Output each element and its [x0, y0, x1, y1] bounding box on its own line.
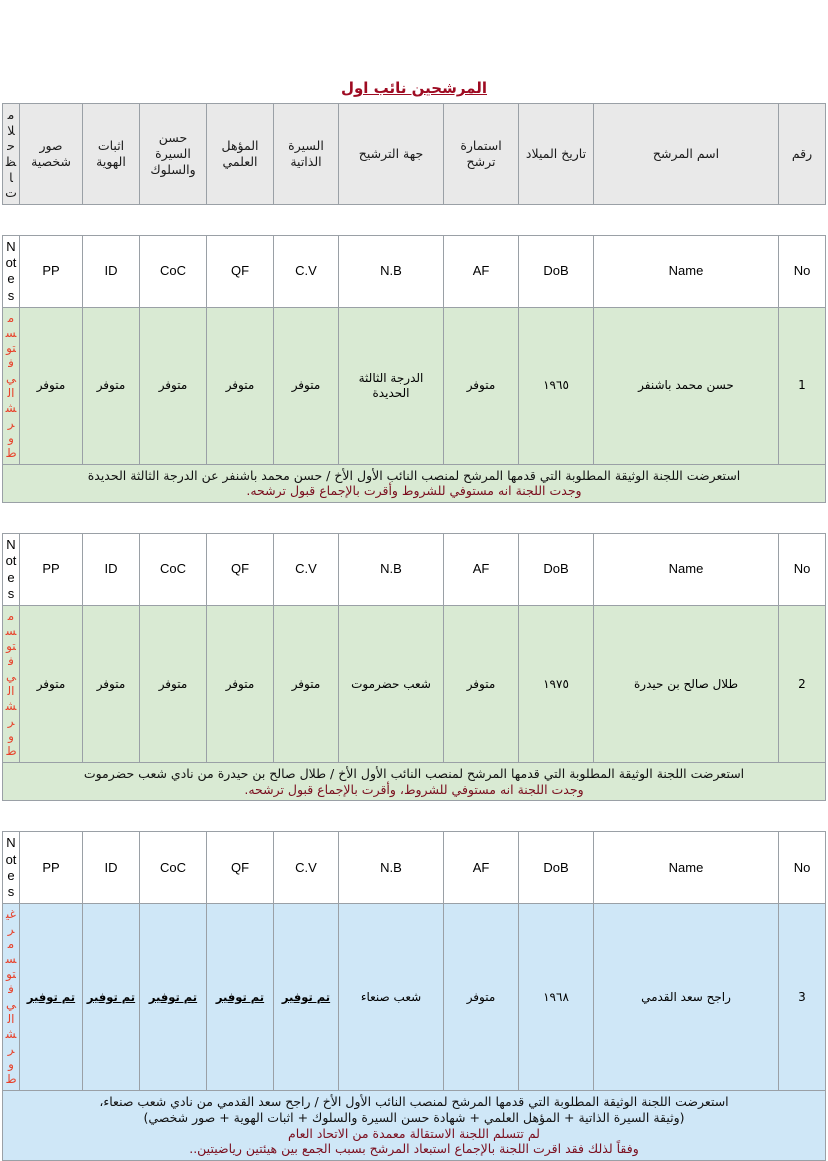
table-row [3, 606, 826, 763]
decision-line: لم تتسلم اللجنة الاستقالة معمدة من الاتحاد العام [288, 1125, 540, 1141]
col-header-dob: DoB [519, 832, 594, 904]
cell-no: 1 [779, 307, 826, 464]
cell-name: طلال صالح بن حيدرة [594, 606, 779, 763]
header-cell-dob: تاريخ الميلاد [519, 104, 594, 205]
header-cell-nb: جهة الترشيح [339, 104, 444, 205]
candidate-table-1 [2, 235, 826, 503]
col-header-notes: Notes [3, 534, 20, 606]
col-header-no: No [779, 534, 826, 606]
col-header-notes: Notes [3, 235, 20, 307]
cell-pp-value: تم توفير [26, 989, 76, 1004]
col-header-coc: CoC [140, 832, 207, 904]
cell-id-value: تم توفير [86, 989, 136, 1004]
cell-coc: متوفر [140, 307, 207, 464]
cell-cv [274, 904, 339, 1091]
cell-pp: متوفر [20, 606, 83, 763]
table-row-comment [3, 763, 826, 801]
cell-id: متوفر [83, 606, 140, 763]
cell-coc-value: تم توفير [148, 989, 198, 1004]
col-header-coc: CoC [140, 534, 207, 606]
cell-nb: شعب صنعاء [339, 904, 444, 1091]
cell-qf-value: تم توفير [215, 989, 265, 1004]
cell-dob: ١٩٧٥ [519, 606, 594, 763]
table-row [3, 307, 826, 464]
table-row-comment [3, 1091, 826, 1161]
committee-decision-2 [3, 763, 826, 801]
col-header-qf: QF [207, 235, 274, 307]
cell-af: متوفر [444, 904, 519, 1091]
col-header-name: Name [594, 235, 779, 307]
cell-nb: شعب حضرموت [339, 606, 444, 763]
header-cell-af: استمارة ترشح [444, 104, 519, 205]
cell-pp: متوفر [20, 307, 83, 464]
cell-qf: متوفر [207, 307, 274, 464]
cell-af: متوفر [444, 307, 519, 464]
cell-dob: ١٩٦٥ [519, 307, 594, 464]
cell-qf [207, 904, 274, 1091]
cell-id: متوفر [83, 307, 140, 464]
col-header-id: ID [83, 534, 140, 606]
header-cell-name: اسم المرشح [594, 104, 779, 205]
col-header-pp: PP [20, 235, 83, 307]
cell-name: حسن محمد باشنفر [594, 307, 779, 464]
cell-name: راجح سعد القدمي [594, 904, 779, 1091]
col-header-qf: QF [207, 832, 274, 904]
header-cell-cv: السيرة الذاتية [274, 104, 339, 205]
cell-coc: متوفر [140, 606, 207, 763]
candidate-block-3 [0, 831, 828, 1161]
col-header-name: Name [594, 534, 779, 606]
col-header-no: No [779, 235, 826, 307]
cell-notes: مستوفي الشروط [3, 307, 20, 464]
col-header-id: ID [83, 832, 140, 904]
decision-line: استعرضت اللجنة الوثيقة المطلوبة التي قدمها المرشح لمنصب النائب الأول الأخ / حسن محمد باشنفر عن الدرجة الثالثة الحديدة [87, 467, 741, 483]
col-header-nb: N.B [339, 235, 444, 307]
col-header-nb: N.B [339, 832, 444, 904]
candidate-table-2 [2, 533, 826, 801]
table-row-comment [3, 464, 826, 502]
col-header-id: ID [83, 235, 140, 307]
header-cell-id: اثبات الهوية [83, 104, 140, 205]
col-header-dob: DoB [519, 534, 594, 606]
col-header-qf: QF [207, 534, 274, 606]
cell-cv: متوفر [274, 307, 339, 464]
arabic-header-table [2, 103, 826, 205]
col-header-af: AF [444, 832, 519, 904]
table-row [3, 104, 826, 205]
cell-cv: متوفر [274, 606, 339, 763]
candidate-block-2 [0, 533, 828, 801]
col-header-cv: C.V [274, 534, 339, 606]
decision-line: وجدت اللجنة انه مستوفي للشروط، وأقرت بالإجماع قبول ترشحه. [244, 781, 584, 797]
header-cell-coc: حسن السيرة والسلوك [140, 104, 207, 205]
candidate-table-3 [2, 831, 826, 1161]
cell-coc [140, 904, 207, 1091]
header-cell-pp: صور شخصية [20, 104, 83, 205]
candidate-block-1 [0, 235, 828, 503]
table-header-row [3, 534, 826, 606]
page-title-wrap [0, 0, 828, 103]
decision-line: استعرضت اللجنة الوثيقة المطلوبة التي قدمها المرشح لمنصب النائب الأول الأخ / طلال صالح بن حيدرة من نادي شعب حضرموت [83, 766, 745, 781]
col-header-pp: PP [20, 832, 83, 904]
col-header-name: Name [594, 832, 779, 904]
cell-af: متوفر [444, 606, 519, 763]
col-header-coc: CoC [140, 235, 207, 307]
header-cell-no: رقم [779, 104, 826, 205]
col-header-no: No [779, 832, 826, 904]
decision-line: استعرضت اللجنة الوثيقة المطلوبة التي قدمها المرشح لمنصب النائب الأول الأخ / راجح سعد القدمي من نادي شعب صنعاء، [99, 1094, 729, 1110]
col-header-af: AF [444, 235, 519, 307]
cell-notes: مستوفي الشروط [3, 606, 20, 763]
committee-decision-1 [3, 464, 826, 502]
table-row [3, 904, 826, 1091]
cell-id [83, 904, 140, 1091]
committee-decision-3 [3, 1091, 826, 1161]
cell-nb: الدرجة الثالثة الحديدة [339, 307, 444, 464]
col-header-notes: Notes [3, 832, 20, 904]
header-cell-qf: المؤهل العلمي [207, 104, 274, 205]
cell-dob: ١٩٦٨ [519, 904, 594, 1091]
col-header-dob: DoB [519, 235, 594, 307]
cell-no: 2 [779, 606, 826, 763]
col-header-nb: N.B [339, 534, 444, 606]
cell-no: 3 [779, 904, 826, 1091]
header-cell-notes: ملاحظات [3, 104, 20, 205]
col-header-cv: C.V [274, 832, 339, 904]
cell-notes: غير مستوفي الشروط [3, 904, 20, 1091]
cell-qf: متوفر [207, 606, 274, 763]
decision-line: وفقاً لذلك فقد اقرت اللجنة بالإجماع استبعاد المرشح بسبب الجمع بين هيئتين رياضيتين.. [189, 1141, 639, 1157]
cell-cv-value: تم توفير [281, 989, 331, 1004]
table-header-row [3, 832, 826, 904]
cell-pp [20, 904, 83, 1091]
page-title: المرشحين نائب اول [340, 79, 488, 97]
decision-line: (وثيقة السيرة الذاتية + المؤهل العلمي + شهادة حسن السيرة والسلوك + اثبات الهوية + صور شخصي) [143, 1109, 685, 1125]
col-header-cv: C.V [274, 235, 339, 307]
col-header-af: AF [444, 534, 519, 606]
col-header-pp: PP [20, 534, 83, 606]
table-header-row [3, 235, 826, 307]
decision-line: وجدت اللجنة انه مستوفي للشروط وأقرت بالإجماع قبول ترشحه. [246, 483, 582, 499]
